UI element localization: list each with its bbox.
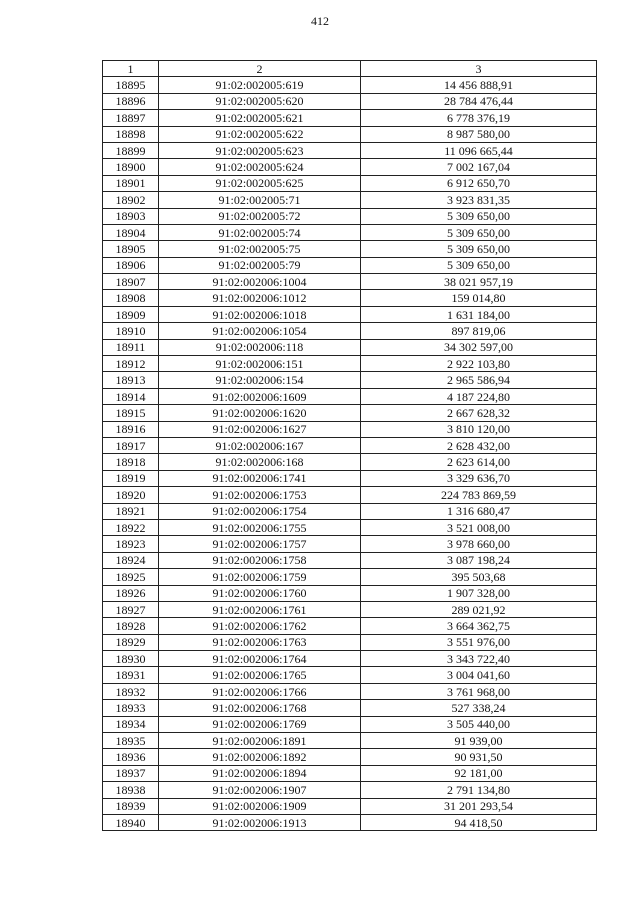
table-row <box>103 552 597 568</box>
row-number-cell: 18913 <box>103 372 159 388</box>
row-number-cell: 18916 <box>103 421 159 437</box>
cadastral-value-cell: 3 551 976,00 <box>361 634 597 650</box>
row-number-cell: 18928 <box>103 618 159 634</box>
cadastral-number-cell: 91:02:002006:1891 <box>159 733 361 749</box>
cadastral-value-cell: 3 664 362,75 <box>361 618 597 634</box>
row-number-cell: 18935 <box>103 733 159 749</box>
row-number-cell: 18905 <box>103 241 159 257</box>
cadastral-number-cell: 91:02:002006:1012 <box>159 290 361 306</box>
cadastral-value-cell: 5 309 650,00 <box>361 224 597 240</box>
row-number-cell: 18925 <box>103 569 159 585</box>
cadastral-number-cell: 91:02:002006:1765 <box>159 667 361 683</box>
cadastral-value-table <box>102 60 597 831</box>
cadastral-number-cell: 91:02:002006:1768 <box>159 700 361 716</box>
cadastral-value-cell: 3 329 636,70 <box>361 470 597 486</box>
row-number-cell: 18912 <box>103 356 159 372</box>
cadastral-number-cell: 91:02:002006:1763 <box>159 634 361 650</box>
table-row <box>103 306 597 322</box>
cadastral-value-cell: 6 778 376,19 <box>361 110 597 126</box>
cadastral-value-cell: 4 187 224,80 <box>361 388 597 404</box>
cadastral-number-cell: 91:02:002005:623 <box>159 142 361 158</box>
cadastral-value-cell: 3 923 831,35 <box>361 192 597 208</box>
cadastral-number-cell: 91:02:002006:1754 <box>159 503 361 519</box>
table-row <box>103 93 597 109</box>
row-number-cell: 18917 <box>103 437 159 453</box>
cadastral-number-cell: 91:02:002006:1741 <box>159 470 361 486</box>
cadastral-number-cell: 91:02:002006:1755 <box>159 519 361 535</box>
cadastral-number-cell: 91:02:002006:1761 <box>159 601 361 617</box>
cadastral-value-cell: 3 087 198,24 <box>361 552 597 568</box>
row-number-cell: 18918 <box>103 454 159 470</box>
row-number-cell: 18919 <box>103 470 159 486</box>
table-row <box>103 651 597 667</box>
table-row <box>103 601 597 617</box>
cadastral-number-cell: 91:02:002005:622 <box>159 126 361 142</box>
row-number-cell: 18896 <box>103 93 159 109</box>
cadastral-number-cell: 91:02:002006:1907 <box>159 782 361 798</box>
cadastral-value-cell: 527 338,24 <box>361 700 597 716</box>
table-row <box>103 667 597 683</box>
cadastral-value-cell: 31 201 293,54 <box>361 798 597 814</box>
cadastral-value-cell: 897 819,06 <box>361 323 597 339</box>
cadastral-number-cell: 91:02:002006:1759 <box>159 569 361 585</box>
cadastral-number-cell: 91:02:002006:1757 <box>159 536 361 552</box>
cadastral-number-cell: 91:02:002006:1054 <box>159 323 361 339</box>
cadastral-value-cell: 159 014,80 <box>361 290 597 306</box>
table-row <box>103 569 597 585</box>
table-row <box>103 618 597 634</box>
cadastral-number-cell: 91:02:002006:1762 <box>159 618 361 634</box>
cadastral-value-cell: 1 907 328,00 <box>361 585 597 601</box>
table-header-row <box>103 61 597 77</box>
column-header-cadastral-value: 3 <box>361 61 597 77</box>
table-row <box>103 437 597 453</box>
table-row <box>103 421 597 437</box>
row-number-cell: 18930 <box>103 651 159 667</box>
row-number-cell: 18906 <box>103 257 159 273</box>
row-number-cell: 18900 <box>103 159 159 175</box>
row-number-cell: 18920 <box>103 487 159 503</box>
cadastral-number-cell: 91:02:002005:620 <box>159 93 361 109</box>
row-number-cell: 18907 <box>103 274 159 290</box>
cadastral-number-cell: 91:02:002006:1909 <box>159 798 361 814</box>
table-body <box>103 77 597 831</box>
row-number-cell: 18933 <box>103 700 159 716</box>
table-row <box>103 765 597 781</box>
row-number-cell: 18927 <box>103 601 159 617</box>
cadastral-value-cell: 289 021,92 <box>361 601 597 617</box>
cadastral-number-cell: 91:02:002006:1753 <box>159 487 361 503</box>
table-row <box>103 372 597 388</box>
cadastral-value-cell: 224 783 869,59 <box>361 487 597 503</box>
cadastral-number-cell: 91:02:002006:1004 <box>159 274 361 290</box>
page-number: 412 <box>311 14 329 28</box>
table-row <box>103 683 597 699</box>
row-number-cell: 18922 <box>103 519 159 535</box>
table-row <box>103 536 597 552</box>
cadastral-value-cell: 28 784 476,44 <box>361 93 597 109</box>
table-row <box>103 585 597 601</box>
table-row <box>103 241 597 257</box>
cadastral-number-cell: 91:02:002005:625 <box>159 175 361 191</box>
row-number-cell: 18932 <box>103 683 159 699</box>
cadastral-value-cell: 91 939,00 <box>361 733 597 749</box>
table-row <box>103 208 597 224</box>
cadastral-value-cell: 1 631 184,00 <box>361 306 597 322</box>
cadastral-number-cell: 91:02:002006:1758 <box>159 552 361 568</box>
row-number-cell: 18940 <box>103 814 159 830</box>
table-row <box>103 126 597 142</box>
cadastral-value-cell: 5 309 650,00 <box>361 257 597 273</box>
row-number-cell: 18911 <box>103 339 159 355</box>
row-number-cell: 18899 <box>103 142 159 158</box>
cadastral-number-cell: 91:02:002006:1760 <box>159 585 361 601</box>
cadastral-number-cell: 91:02:002005:75 <box>159 241 361 257</box>
table-row <box>103 290 597 306</box>
cadastral-value-cell: 34 302 597,00 <box>361 339 597 355</box>
row-number-cell: 18902 <box>103 192 159 208</box>
row-number-cell: 18921 <box>103 503 159 519</box>
cadastral-number-cell: 91:02:002006:1627 <box>159 421 361 437</box>
cadastral-value-cell: 3 004 041,60 <box>361 667 597 683</box>
table-row <box>103 634 597 650</box>
row-number-cell: 18895 <box>103 77 159 93</box>
cadastral-value-cell: 2 623 614,00 <box>361 454 597 470</box>
cadastral-number-cell: 91:02:002006:1769 <box>159 716 361 732</box>
table-row <box>103 257 597 273</box>
cadastral-value-cell: 2 667 628,32 <box>361 405 597 421</box>
row-number-cell: 18937 <box>103 765 159 781</box>
cadastral-number-cell: 91:02:002005:71 <box>159 192 361 208</box>
table-row <box>103 224 597 240</box>
cadastral-number-cell: 91:02:002005:74 <box>159 224 361 240</box>
table-row <box>103 339 597 355</box>
table-row <box>103 700 597 716</box>
cadastral-value-cell: 3 978 660,00 <box>361 536 597 552</box>
cadastral-value-cell: 8 987 580,00 <box>361 126 597 142</box>
row-number-cell: 18898 <box>103 126 159 142</box>
cadastral-value-cell: 14 456 888,91 <box>361 77 597 93</box>
row-number-cell: 18914 <box>103 388 159 404</box>
cadastral-value-cell: 2 791 134,80 <box>361 782 597 798</box>
table-row <box>103 192 597 208</box>
table-row <box>103 798 597 814</box>
table-row <box>103 487 597 503</box>
cadastral-number-cell: 91:02:002006:1609 <box>159 388 361 404</box>
table-row <box>103 503 597 519</box>
cadastral-number-cell: 91:02:002005:624 <box>159 159 361 175</box>
cadastral-number-cell: 91:02:002005:72 <box>159 208 361 224</box>
table-row <box>103 782 597 798</box>
table-row <box>103 519 597 535</box>
cadastral-number-cell: 91:02:002006:168 <box>159 454 361 470</box>
cadastral-number-cell: 91:02:002005:79 <box>159 257 361 273</box>
cadastral-value-cell: 11 096 665,44 <box>361 142 597 158</box>
cadastral-number-cell: 91:02:002006:167 <box>159 437 361 453</box>
column-header-number: 1 <box>103 61 159 77</box>
cadastral-value-cell: 2 628 432,00 <box>361 437 597 453</box>
row-number-cell: 18903 <box>103 208 159 224</box>
cadastral-value-cell: 5 309 650,00 <box>361 241 597 257</box>
table-row <box>103 716 597 732</box>
table-row <box>103 405 597 421</box>
row-number-cell: 18938 <box>103 782 159 798</box>
row-number-cell: 18929 <box>103 634 159 650</box>
row-number-cell: 18908 <box>103 290 159 306</box>
cadastral-value-cell: 94 418,50 <box>361 814 597 830</box>
row-number-cell: 18924 <box>103 552 159 568</box>
cadastral-number-cell: 91:02:002006:1764 <box>159 651 361 667</box>
row-number-cell: 18931 <box>103 667 159 683</box>
row-number-cell: 18939 <box>103 798 159 814</box>
table-row <box>103 749 597 765</box>
table-row <box>103 142 597 158</box>
table-row <box>103 454 597 470</box>
cadastral-value-cell: 3 521 008,00 <box>361 519 597 535</box>
row-number-cell: 18934 <box>103 716 159 732</box>
row-number-cell: 18926 <box>103 585 159 601</box>
cadastral-value-cell: 1 316 680,47 <box>361 503 597 519</box>
cadastral-number-cell: 91:02:002006:1620 <box>159 405 361 421</box>
cadastral-number-cell: 91:02:002006:118 <box>159 339 361 355</box>
cadastral-value-cell: 3 343 722,40 <box>361 651 597 667</box>
cadastral-number-cell: 91:02:002006:1913 <box>159 814 361 830</box>
table-row <box>103 470 597 486</box>
cadastral-value-cell: 5 309 650,00 <box>361 208 597 224</box>
cadastral-value-cell: 6 912 650,70 <box>361 175 597 191</box>
cadastral-number-cell: 91:02:002005:619 <box>159 77 361 93</box>
row-number-cell: 18904 <box>103 224 159 240</box>
cadastral-value-cell: 3 810 120,00 <box>361 421 597 437</box>
cadastral-value-cell: 395 503,68 <box>361 569 597 585</box>
cadastral-value-cell: 3 505 440,00 <box>361 716 597 732</box>
row-number-cell: 18915 <box>103 405 159 421</box>
cadastral-number-cell: 91:02:002006:154 <box>159 372 361 388</box>
row-number-cell: 18897 <box>103 110 159 126</box>
table-row <box>103 388 597 404</box>
cadastral-number-cell: 91:02:002006:1892 <box>159 749 361 765</box>
cadastral-value-cell: 92 181,00 <box>361 765 597 781</box>
cadastral-number-cell: 91:02:002006:1766 <box>159 683 361 699</box>
cadastral-value-cell: 2 922 103,80 <box>361 356 597 372</box>
cadastral-number-cell: 91:02:002006:1018 <box>159 306 361 322</box>
cadastral-value-cell: 7 002 167,04 <box>361 159 597 175</box>
table-row <box>103 356 597 372</box>
row-number-cell: 18901 <box>103 175 159 191</box>
table-row <box>103 733 597 749</box>
cadastral-number-cell: 91:02:002006:151 <box>159 356 361 372</box>
cadastral-number-cell: 91:02:002006:1894 <box>159 765 361 781</box>
cadastral-number-cell: 91:02:002005:621 <box>159 110 361 126</box>
cadastral-value-cell: 2 965 586,94 <box>361 372 597 388</box>
row-number-cell: 18936 <box>103 749 159 765</box>
cadastral-value-cell: 90 931,50 <box>361 749 597 765</box>
cadastral-value-cell: 3 761 968,00 <box>361 683 597 699</box>
table-row <box>103 77 597 93</box>
table-row <box>103 274 597 290</box>
row-number-cell: 18909 <box>103 306 159 322</box>
table-row <box>103 110 597 126</box>
table-row <box>103 323 597 339</box>
row-number-cell: 18923 <box>103 536 159 552</box>
table-row <box>103 814 597 830</box>
column-header-cadastral-number: 2 <box>159 61 361 77</box>
row-number-cell: 18910 <box>103 323 159 339</box>
table-row <box>103 159 597 175</box>
table-row <box>103 175 597 191</box>
cadastral-value-cell: 38 021 957,19 <box>361 274 597 290</box>
